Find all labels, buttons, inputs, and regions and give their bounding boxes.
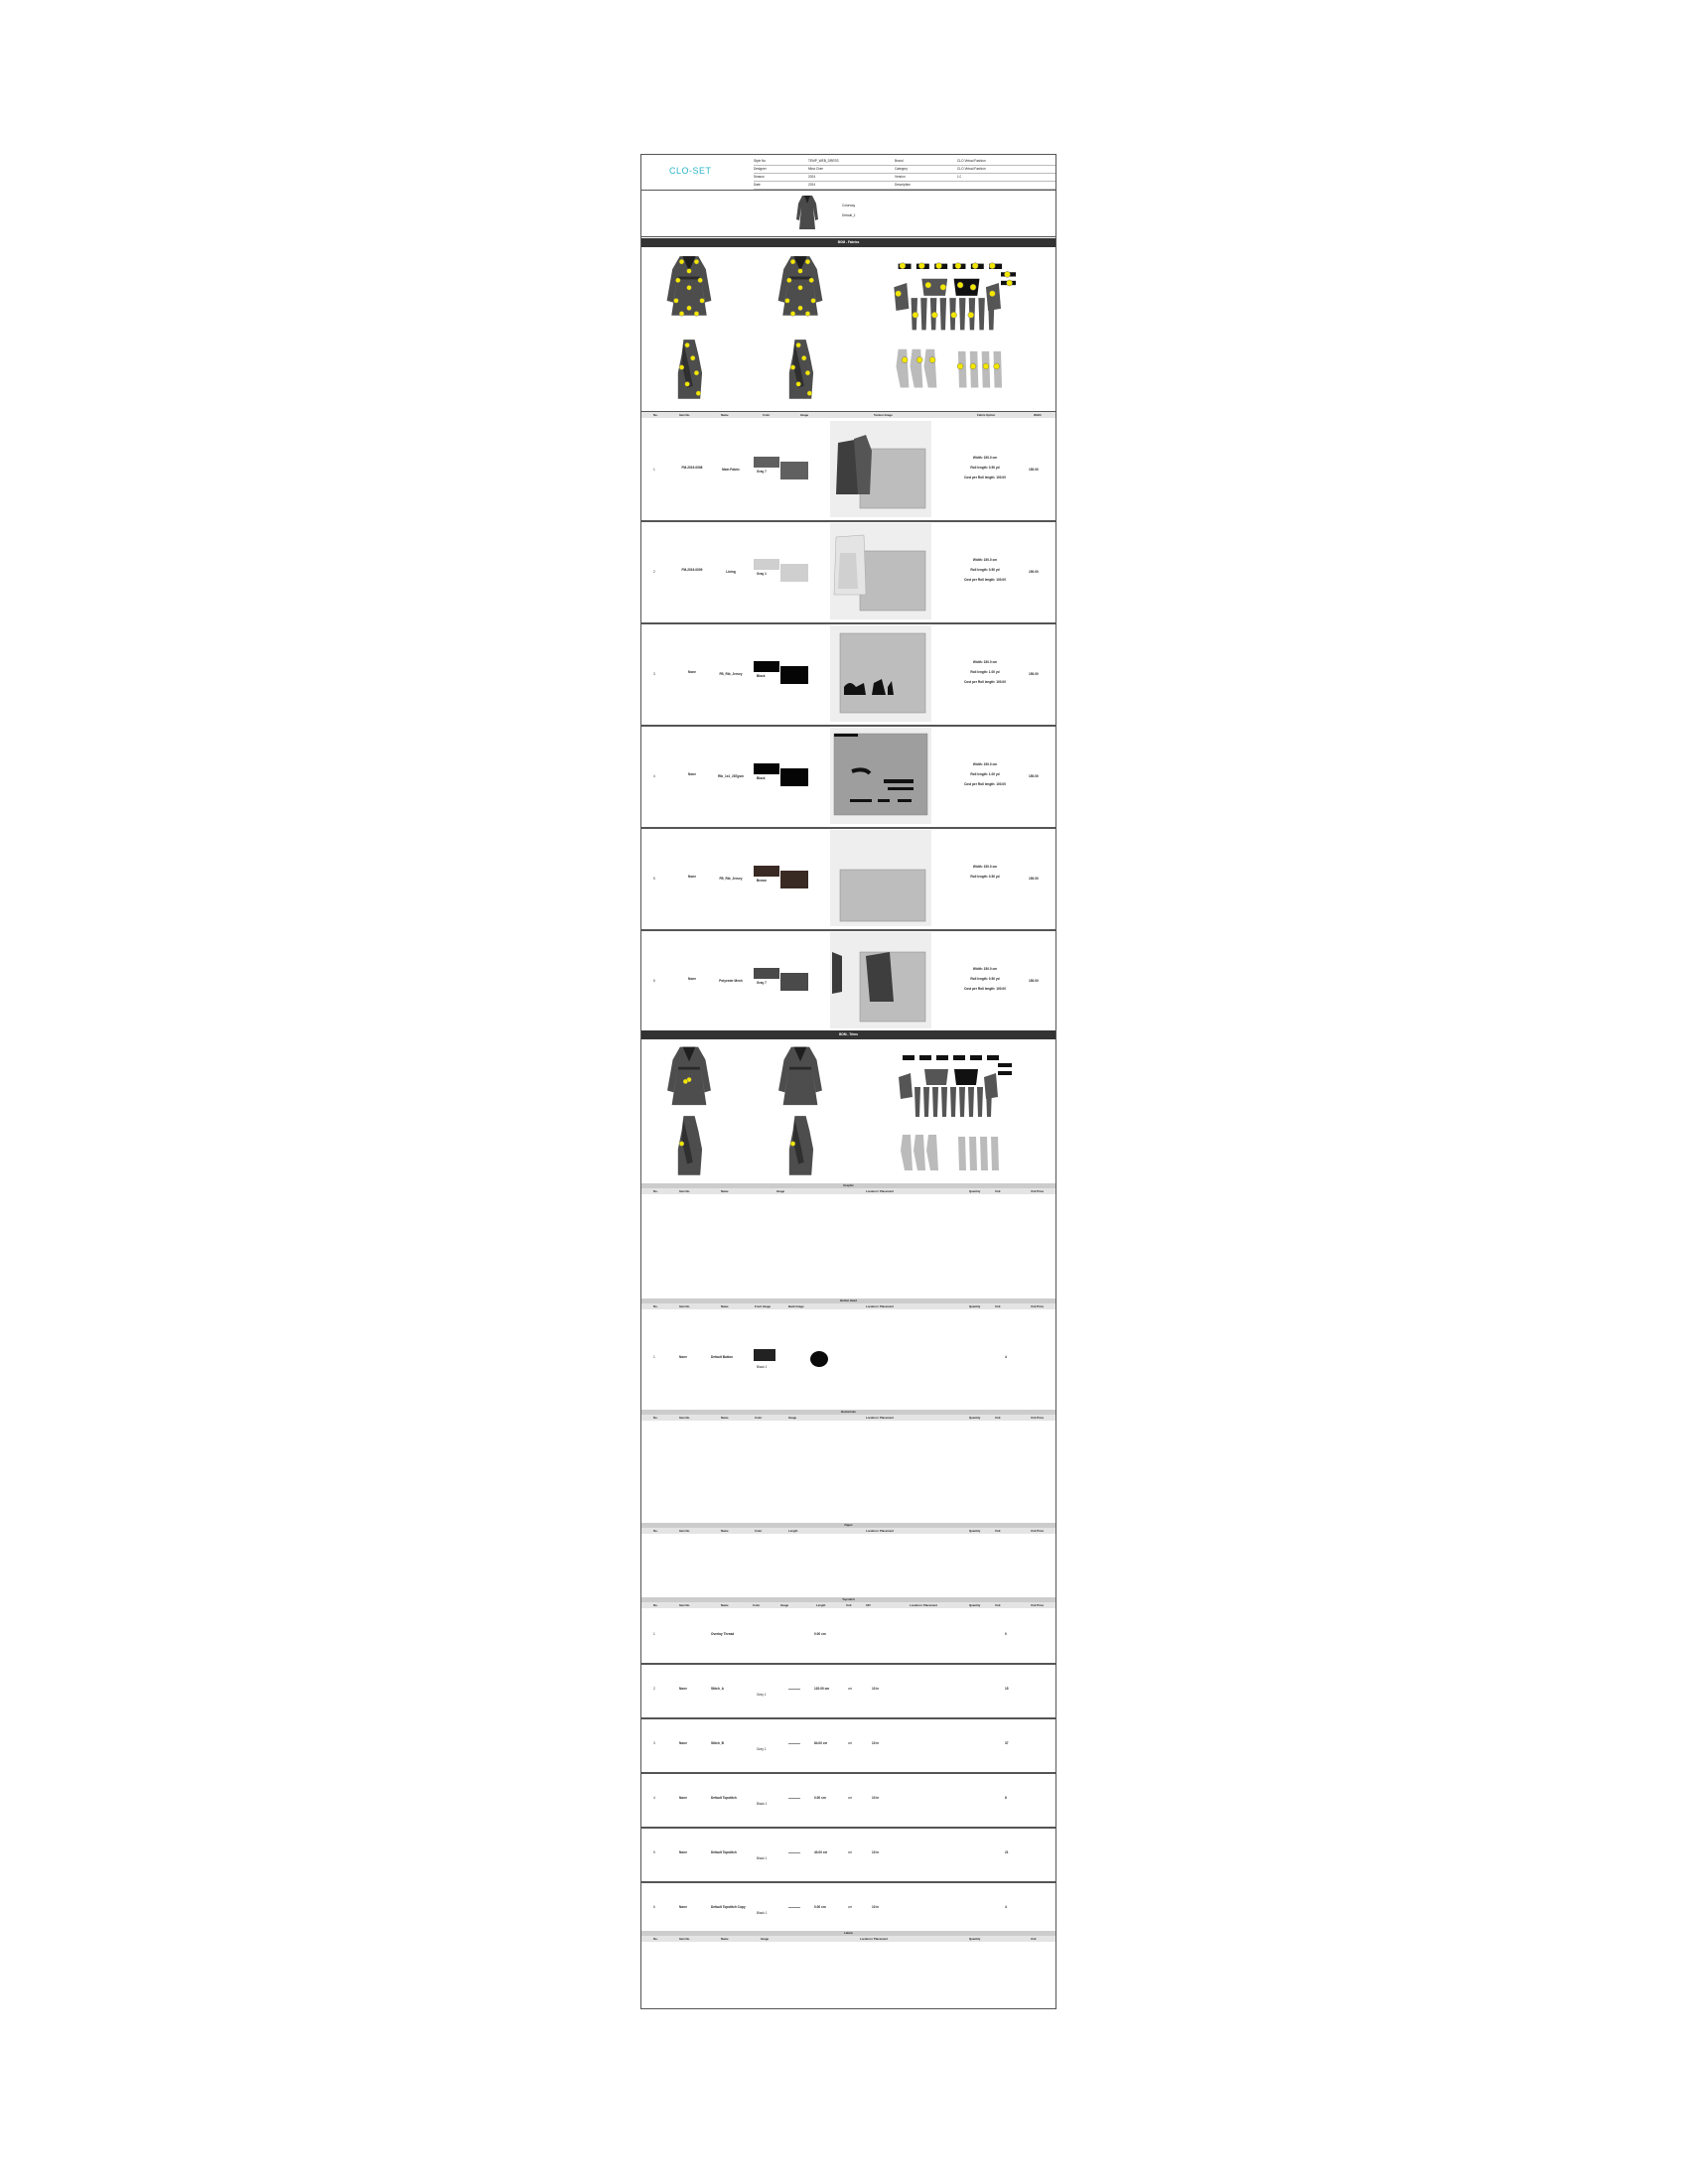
trim-column-label: Location / Placement <box>866 1304 894 1308</box>
trim-column-label: Unit Price <box>1031 1529 1045 1533</box>
trim-row <box>641 1665 1055 1717</box>
trim-name: Overlay Thread <box>711 1632 735 1636</box>
brand-logo: CLO-SET <box>669 166 712 176</box>
fabric-color-swatch-large <box>780 462 808 479</box>
fabric-color-name: Gray 7 <box>757 470 767 474</box>
texture-image <box>830 728 931 824</box>
trim-table-title: Button Head <box>641 1298 1055 1303</box>
header-field-label: Version <box>895 175 906 179</box>
fabric-texture-preview <box>830 830 931 926</box>
trim-spi: 10 in <box>872 1687 880 1691</box>
fabric-name: Rib_1x1_287gsm <box>718 774 744 778</box>
trim-name: Stitch_B <box>711 1741 724 1745</box>
stitch-line <box>788 1743 800 1744</box>
trim-table-title: Zipper <box>641 1523 1055 1528</box>
button-back-image <box>810 1351 828 1367</box>
trim-column-label: Length <box>788 1529 798 1533</box>
trim-item-no: None <box>679 1905 687 1909</box>
trim-column-label: Color <box>755 1416 763 1420</box>
trim-table-title: Graphic <box>641 1183 1055 1188</box>
trim-length: 84.00 cm <box>814 1741 828 1745</box>
fabric-item-no: None <box>688 977 696 981</box>
trim-column-label: Name <box>721 1937 729 1941</box>
texture-image <box>830 421 931 517</box>
trim-row <box>641 1610 1055 1663</box>
header-field-label: Brand <box>895 159 904 163</box>
fabric-texture-preview <box>830 625 931 722</box>
trim-column-label: No. <box>653 1937 658 1941</box>
trim-column-label: Item No. <box>679 1529 691 1533</box>
trim-no: 1 <box>653 1355 655 1359</box>
fabric-info-cost: Cost per Roll length: 100.00 <box>964 782 1006 786</box>
trim-sub: Black 1 <box>757 1365 768 1369</box>
trim-spi: 10 in <box>872 1741 880 1745</box>
trim-no: 5 <box>653 1850 655 1854</box>
trim-column-label: No. <box>653 1529 658 1533</box>
trim-no: 4 <box>653 1796 655 1800</box>
trim-column-label: Unit Price <box>1031 1304 1045 1308</box>
trim-table <box>641 1931 1055 2009</box>
fabric-name: Polyester Mesh <box>719 979 743 983</box>
trim-length: 0.00 cm <box>814 1905 826 1909</box>
fabric-color-swatch-large <box>780 871 808 888</box>
fabric-info-width: Width: 150.0 cm <box>972 762 998 766</box>
fabric-info-roll: Roll length: 1.00 yd <box>970 772 1000 776</box>
fabric-info-width: Width: 150.0 cm <box>972 865 998 869</box>
trim-column-header <box>641 1602 1055 1608</box>
fabric-texture-preview <box>830 932 931 1028</box>
stitch-line <box>788 1689 800 1690</box>
fabric-name: Main Fabric <box>722 468 740 472</box>
fabric-width: 150.00 <box>1029 672 1039 676</box>
texture-image <box>830 932 931 1028</box>
colorway-value: Default_1 <box>842 213 856 217</box>
fabric-column-label: Width <box>1034 413 1042 417</box>
trim-spi: 10 in <box>872 1905 880 1909</box>
trim-column-label: Name <box>721 1603 729 1607</box>
trim-column-label: Name <box>721 1529 729 1533</box>
trim-column-label: Quantity <box>969 1416 981 1420</box>
texture-image <box>830 625 931 722</box>
fabric-info-cost: Cost per Roll length: 100.00 <box>964 578 1006 582</box>
header-field-value: 2024 <box>808 183 816 187</box>
header-field-label: Date <box>754 183 761 187</box>
fabric-no: 3 <box>653 672 655 676</box>
fabric-info-cost: Cost per Roll length: 100.00 <box>964 987 1006 991</box>
fabric-info-width: Width: 150.0 cm <box>972 660 998 664</box>
trim-column-label: Item No. <box>679 1304 691 1308</box>
fabric-column-label: Fabric Option <box>977 413 996 417</box>
fabric-color-name: Brown <box>757 879 767 883</box>
fabric-color-name: Black <box>757 674 766 678</box>
trim-unit: cm <box>848 1687 853 1691</box>
header-field-label: Style No <box>754 159 767 163</box>
trim-column-label: Image <box>788 1416 797 1420</box>
trim-column-header <box>641 1303 1055 1309</box>
header-field-label: Description <box>895 183 911 187</box>
fabric-info-roll: Roll length: 0.50 yd <box>970 875 1000 879</box>
fabric-name: Lining <box>726 570 736 574</box>
trim-table <box>641 1410 1055 1524</box>
trim-length: 0.00 cm <box>814 1632 826 1636</box>
trim-column-label: No. <box>653 1189 658 1193</box>
fabric-width: 150.00 <box>1029 570 1039 574</box>
fabric-row <box>641 522 1055 622</box>
trim-column-label: Location / Placement <box>866 1416 894 1420</box>
fabric-section-title: BOM - Fabrics <box>641 238 1055 247</box>
garment-front-view <box>773 249 828 321</box>
trim-column-label: Unit <box>995 1189 1001 1193</box>
garment-side-view <box>661 331 717 406</box>
fabric-color-name: Black <box>757 776 766 780</box>
trim-column-label: Color <box>753 1603 761 1607</box>
fabric-color-swatch <box>754 968 779 979</box>
fabric-column-label: Color <box>763 413 771 417</box>
fabric-color-swatch-large <box>780 666 808 684</box>
trim-column-label: Unit <box>846 1603 852 1607</box>
trim-column-header <box>641 1188 1055 1194</box>
garment-front-view <box>773 1043 828 1107</box>
trim-column-label: SPI <box>866 1603 871 1607</box>
pattern-layout <box>890 1047 1029 1176</box>
fabric-texture-preview <box>830 421 931 517</box>
trim-qty: 15 <box>1005 1687 1009 1691</box>
stitch-line <box>788 1798 800 1799</box>
header <box>641 155 1055 191</box>
fabric-info-roll: Roll length: 0.50 yd <box>970 977 1000 981</box>
trim-item-no: None <box>679 1741 687 1745</box>
header-field-value: CLO Virtual Fashion <box>957 167 986 171</box>
fabric-item-no: None <box>688 670 696 674</box>
garment-side-view <box>661 1109 717 1180</box>
trim-column-label: Quantity <box>969 1189 981 1193</box>
trim-table <box>641 1523 1055 1598</box>
fabric-width: 150.00 <box>1029 774 1039 778</box>
colorway-row <box>641 190 1055 237</box>
texture-image <box>830 830 931 926</box>
trim-name: Default Topstitch <box>711 1850 737 1854</box>
trim-column-label: Unit <box>1031 1937 1037 1941</box>
trim-row <box>641 1311 1055 1411</box>
trim-length: 120.00 cm <box>814 1687 830 1691</box>
trim-name: Stitch_A <box>711 1687 724 1691</box>
trim-unit: cm <box>848 1741 853 1745</box>
fabric-no: 6 <box>653 979 655 983</box>
fabric-width: 150.00 <box>1029 979 1039 983</box>
fabric-color-swatch <box>754 763 779 774</box>
header-field-value: 2024 <box>808 175 816 179</box>
trim-table <box>641 1597 1055 1932</box>
trim-table-title: Labels <box>641 1931 1055 1936</box>
fabric-overview <box>641 247 1055 412</box>
fabric-column-label: Texture Image <box>874 413 893 417</box>
trim-column-label: Length <box>816 1603 826 1607</box>
trim-spi: 10 in <box>872 1796 880 1800</box>
trim-column-label: Image <box>780 1603 789 1607</box>
header-field-label: Season <box>754 175 765 179</box>
trim-column-label: Location / Placement <box>910 1603 937 1607</box>
trim-sub: Gray 1 <box>757 1747 767 1751</box>
trim-column-label: Quantity <box>969 1603 981 1607</box>
trim-item-no: None <box>679 1687 687 1691</box>
trim-column-header <box>641 1415 1055 1421</box>
fabric-width: 150.00 <box>1029 877 1039 881</box>
fabric-color-swatch <box>754 866 779 877</box>
fabric-info-width: Width: 150.0 cm <box>972 456 998 460</box>
trim-item-no: None <box>679 1796 687 1800</box>
fabric-row <box>641 931 1055 1031</box>
header-field-value: Mina Chen <box>808 167 824 171</box>
trim-column-label: Name <box>721 1416 729 1420</box>
fabric-row <box>641 420 1055 520</box>
trim-sub: Black 1 <box>757 1856 768 1860</box>
trim-sub: Black 1 <box>757 1911 768 1915</box>
trim-length: 0.00 cm <box>814 1796 826 1800</box>
trim-column-label: Quantity <box>969 1529 981 1533</box>
trim-qty: 4 <box>1005 1905 1007 1909</box>
trim-table <box>641 1183 1055 1299</box>
trim-sub: Gray 1 <box>757 1693 767 1697</box>
fabric-info-width: Width: 150.0 cm <box>972 558 998 562</box>
header-field-row <box>754 181 1055 190</box>
colorway-thumbnail <box>793 194 821 231</box>
fabric-texture-preview <box>830 523 931 619</box>
trim-column-header <box>641 1936 1055 1942</box>
trim-qty: 8 <box>1005 1796 1007 1800</box>
fabric-column-label: No. <box>653 413 658 417</box>
fabric-info-cost: Cost per Roll length: 100.00 <box>964 680 1006 684</box>
trim-column-label: Item No. <box>679 1603 691 1607</box>
trim-column-label: Location / Placement <box>860 1937 888 1941</box>
fabric-item-no: None <box>688 772 696 776</box>
trim-qty: 37 <box>1005 1741 1009 1745</box>
trim-unit: cm <box>848 1850 853 1854</box>
fabric-info-cost: Cost per Roll length: 100.00 <box>964 476 1006 479</box>
fabric-no: 2 <box>653 570 655 574</box>
trim-column-label: Unit <box>995 1603 1001 1607</box>
trim-table-title: Buttonhole <box>641 1410 1055 1415</box>
trim-item-no: None <box>679 1850 687 1854</box>
button-front-swatch <box>754 1349 775 1361</box>
fabric-item-no: FM-2019-0009 <box>681 568 703 572</box>
fabric-row <box>641 727 1055 827</box>
fabric-name: FB_Rib_Jersey <box>719 672 743 676</box>
fabric-color-swatch <box>754 457 779 468</box>
trim-unit: cm <box>848 1796 853 1800</box>
trim-row <box>641 1774 1055 1827</box>
trim-table <box>641 1298 1055 1411</box>
trim-column-label: Location / Placement <box>866 1189 894 1193</box>
fabric-width: 150.00 <box>1029 468 1039 472</box>
trim-column-label: Color <box>755 1529 763 1533</box>
trim-qty: 4 <box>1005 1355 1007 1359</box>
trim-column-label: Location / Placement <box>866 1529 894 1533</box>
trim-column-label: Item No. <box>679 1416 691 1420</box>
trim-qty: 21 <box>1005 1850 1009 1854</box>
header-fields <box>754 157 1055 189</box>
trim-row <box>641 1829 1055 1881</box>
stitch-line <box>788 1907 800 1908</box>
trim-column-label: Unit Price <box>1031 1603 1045 1607</box>
trim-qty: 0 <box>1005 1632 1007 1636</box>
trim-column-header <box>641 1528 1055 1534</box>
header-field-label: Designer <box>754 167 767 171</box>
fabric-row <box>641 829 1055 929</box>
trim-column-label: Item No. <box>679 1189 691 1193</box>
trim-table-title: Topstitch <box>641 1597 1055 1602</box>
trim-name: Default Topstitch <box>711 1796 737 1800</box>
fabric-column-label: Item No. <box>679 413 691 417</box>
trim-unit: cm <box>848 1905 853 1909</box>
trim-column-label: Name <box>721 1304 729 1308</box>
trim-no: 1 <box>653 1632 655 1636</box>
trim-column-label: No. <box>653 1416 658 1420</box>
garment-front-view <box>661 249 717 321</box>
fabric-item-no: None <box>688 875 696 879</box>
fabric-name: FB_Rib_Jersey <box>719 877 743 881</box>
trim-no: 6 <box>653 1905 655 1909</box>
trim-column-label: Unit Price <box>1031 1416 1045 1420</box>
trim-column-label: Item No. <box>679 1937 691 1941</box>
trim-name: Default Button <box>711 1355 733 1359</box>
fabric-color-swatch-large <box>780 564 808 582</box>
trim-column-label: Image <box>776 1189 785 1193</box>
fabric-color-swatch-large <box>780 973 808 991</box>
fabric-row <box>641 624 1055 725</box>
fabric-color-swatch <box>754 559 779 570</box>
header-field-value: 1.0 <box>957 175 962 179</box>
trim-item-no: None <box>679 1355 687 1359</box>
header-field-value: CLO Virtual Fashion <box>957 159 986 163</box>
fabric-info-width: Width: 150.0 cm <box>972 967 998 971</box>
fabric-color-name: Gray 1 <box>757 572 767 576</box>
fabric-color-swatch-large <box>780 768 808 786</box>
garment-side-view <box>773 1109 828 1180</box>
fabric-color-name: Gray 7 <box>757 981 767 985</box>
pattern-layout <box>890 255 1029 394</box>
trim-column-label: Unit <box>995 1416 1001 1420</box>
garment-side-view <box>773 331 828 406</box>
trim-column-label: Unit <box>995 1304 1001 1308</box>
trim-no: 3 <box>653 1741 655 1745</box>
tech-pack-sheet <box>640 154 1056 2009</box>
trim-column-label: Unit <box>995 1529 1001 1533</box>
trim-column-label: No. <box>653 1304 658 1308</box>
fabric-item-no: FM-2019-0008 <box>681 466 703 470</box>
fabric-texture-preview <box>830 728 931 824</box>
garment-front-view <box>661 1043 717 1107</box>
trim-no: 2 <box>653 1687 655 1691</box>
texture-image <box>830 523 931 619</box>
trim-spi: 10 in <box>872 1850 880 1854</box>
trim-sub: Black 1 <box>757 1802 768 1806</box>
trim-column-label: Front Image <box>755 1304 772 1308</box>
trim-length: 40.00 cm <box>814 1850 828 1854</box>
stitch-line <box>788 1852 800 1853</box>
trim-column-label: Back Image <box>788 1304 804 1308</box>
colorway-label: Colorway <box>842 204 856 207</box>
trim-column-label: Name <box>721 1189 729 1193</box>
header-field-label: Category <box>895 167 908 171</box>
trim-row <box>641 1883 1055 1936</box>
fabric-no: 4 <box>653 774 655 778</box>
trim-row <box>641 1719 1055 1772</box>
fabric-info-roll: Roll length: 1.00 yd <box>970 670 1000 674</box>
fabric-no: 1 <box>653 468 655 472</box>
trims-overview <box>641 1039 1055 1184</box>
trims-section-title: BOM - Trims <box>641 1030 1055 1039</box>
fabric-column-header <box>641 412 1055 418</box>
header-field-value: TEMP_WEB_DRESS <box>808 159 839 163</box>
trim-column-label: Quantity <box>969 1304 981 1308</box>
trim-column-label: Quantity <box>969 1937 981 1941</box>
fabric-no: 5 <box>653 877 655 881</box>
fabric-column-label: Image <box>800 413 809 417</box>
trim-name: Default Topstitch Copy <box>711 1905 746 1909</box>
trim-column-label: No. <box>653 1603 658 1607</box>
fabric-info-roll: Roll length: 0.50 yd <box>970 568 1000 572</box>
fabric-info-roll: Roll length: 0.50 yd <box>970 466 1000 470</box>
trim-column-label: Image <box>761 1937 770 1941</box>
fabric-color-swatch <box>754 661 779 672</box>
trim-column-label: Unit Price <box>1031 1189 1045 1193</box>
fabric-column-label: Name <box>721 413 729 417</box>
